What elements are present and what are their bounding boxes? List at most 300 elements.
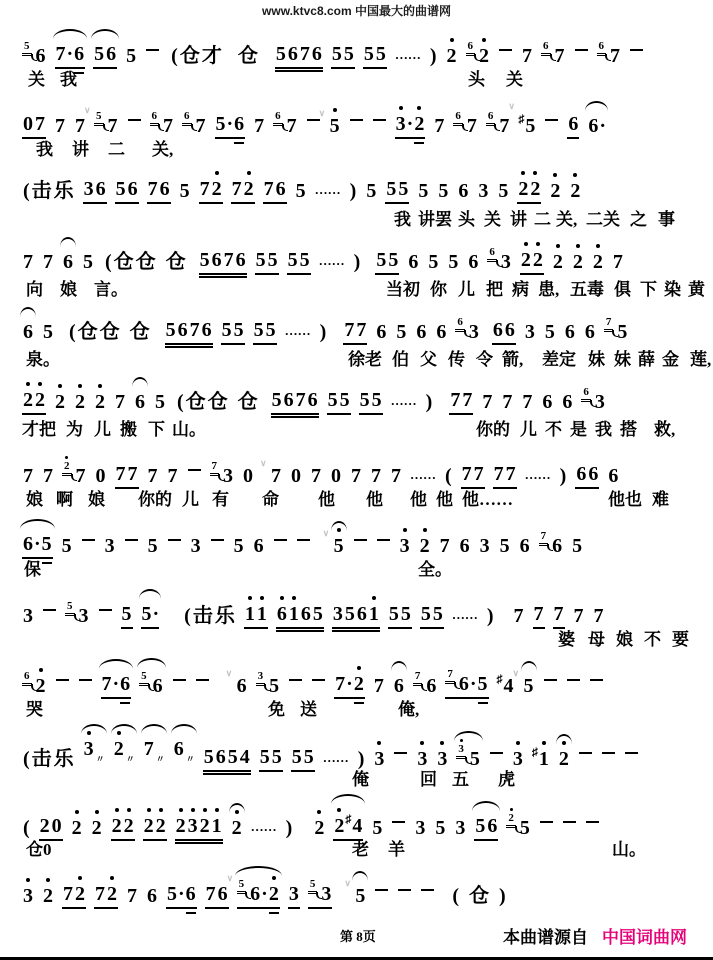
note-token: 0 7 [22, 112, 46, 139]
lyric: 儿 [520, 420, 537, 439]
note-token [397, 877, 412, 909]
note-token: 仓 [129, 321, 150, 343]
note-token: …… [318, 253, 345, 268]
tie-arc [20, 307, 36, 317]
grace-note: 5 [308, 879, 318, 894]
breath-mark: ∨ [84, 105, 91, 115]
note-token: 7 7 [493, 462, 517, 489]
note-token: 3 [23, 605, 33, 627]
note-token: 5 [372, 817, 383, 839]
note-token: 6 6 [492, 318, 516, 345]
lyric: 不 [644, 630, 661, 649]
note-token: 2 7 [62, 461, 87, 489]
grace-note: 2 [62, 461, 72, 476]
note-token: 3 6 [83, 177, 107, 204]
lyric: 言。 [94, 280, 128, 299]
tie-arc [81, 724, 107, 734]
note-token: 7 [23, 465, 33, 487]
lyric: 向 [26, 280, 43, 299]
breath-mark: ∨ [225, 668, 233, 678]
note-token: …… [284, 323, 311, 338]
grace-note: 7 [604, 317, 614, 332]
lyric: 回 [420, 770, 437, 789]
note-token: …… [322, 750, 349, 765]
notation-row [22, 387, 709, 415]
note-token: 7 [55, 115, 65, 137]
lyric: 二 [534, 210, 551, 229]
note-token: 5 5 [359, 388, 383, 415]
note-token: 7 [502, 391, 513, 413]
lyric: 关 [506, 70, 523, 89]
note-token: 3 [373, 747, 385, 772]
tie-arc [20, 519, 55, 529]
tie-arc [521, 661, 537, 671]
source-credit [503, 923, 687, 948]
note-token: 3 [436, 747, 448, 772]
note-token: 6 [253, 535, 264, 557]
source-label: 本曲谱源自 [503, 928, 588, 947]
lyrics-row [0, 345, 713, 367]
lyric: 仓0 [26, 840, 52, 859]
note-token: 2 [313, 816, 325, 841]
note-token: 5 [418, 180, 429, 202]
note-token: 7 6 [147, 177, 171, 204]
lyric: 薛 [638, 350, 655, 369]
note-token: ) [499, 885, 506, 907]
note-token: 7 [553, 602, 565, 629]
note-token: 7 [23, 251, 33, 273]
note-token: 6 3 [583, 386, 605, 413]
lyric: 箭, [502, 350, 524, 369]
note-token: ∨ 5 7 [94, 111, 119, 139]
lyric: 才把 [22, 420, 56, 439]
note-token: 仓 [237, 391, 258, 413]
note-token: 2 [446, 44, 458, 69]
lyric: 全。 [418, 560, 452, 579]
grace-note: 6 [150, 111, 160, 126]
grace-note: 7 [445, 669, 455, 684]
lyric: 儿 [94, 420, 111, 439]
tie-arc [139, 589, 162, 599]
note-token: 5 5 [255, 248, 279, 275]
site-watermark: www.ktvc8.com 中国最大的曲谱网 [262, 4, 451, 18]
note-token: 2 [91, 816, 103, 841]
note-token: 5 6 7 6 [271, 388, 319, 415]
note-token: 3 [22, 884, 34, 909]
lyric: 五 [452, 770, 469, 789]
note-token: 7 6 [205, 882, 229, 909]
lyrics-row [0, 555, 713, 577]
grace-note: 5 [139, 671, 149, 686]
breath-mark: ∨ [512, 668, 520, 678]
note-token: 7 7 [115, 462, 139, 489]
note-token: 5 5 [363, 42, 387, 69]
note-token: 7 [593, 605, 604, 627]
note-token: …… [390, 393, 417, 408]
tie-arc [99, 659, 134, 669]
note-token: 5 6 [474, 814, 498, 841]
lyrics-row [0, 135, 713, 157]
note-token: 5 [366, 180, 377, 202]
score-line [0, 230, 713, 300]
grace-note: 7 [210, 461, 220, 476]
note-token: ∨ ♯5 [518, 107, 536, 139]
note-token: …… [394, 47, 421, 62]
lyric: 金 [662, 350, 679, 369]
grace-note: 5 [65, 601, 75, 616]
note-token: 3 [512, 747, 524, 772]
lyric: 你 [430, 280, 447, 299]
note-token: 7 [167, 465, 178, 487]
note-token: ∨ 5 [354, 884, 366, 909]
note-token: 7·6 [101, 672, 132, 699]
note-token: 3 [190, 535, 201, 557]
lyric: 保 [24, 560, 41, 579]
grace-note: 6 [487, 247, 497, 262]
note-token: 5 5 [291, 745, 315, 772]
notation-row [22, 177, 709, 204]
note-token: 2 2 [111, 814, 135, 841]
grace-note: 6 [455, 317, 465, 332]
note-token: 仓 [165, 251, 186, 273]
note-token: 7 [147, 465, 158, 487]
grace-note: 3 [256, 671, 266, 686]
note-token: 仓 [469, 885, 490, 907]
note-token: 5 3 [308, 879, 333, 909]
lyric: 羊 [388, 840, 405, 859]
lyric: 哭 [26, 700, 43, 719]
note-token: 6 [134, 390, 146, 415]
tie-arc [111, 724, 137, 734]
note-token: ∨ 5 [329, 114, 341, 139]
note-token: 7 2 [231, 177, 255, 204]
note-token: 3 [415, 817, 426, 839]
grace-note: 6 [182, 111, 192, 126]
note-token: 5 [121, 602, 133, 629]
note-token: 7 [254, 115, 265, 137]
lyric: 救, [654, 420, 676, 439]
music-score [0, 20, 713, 930]
lyric: 二关 [586, 210, 620, 229]
lyric: 染 [664, 280, 681, 299]
note-token: 6 [458, 180, 469, 202]
score-line [0, 370, 713, 440]
lyric: 头 [468, 70, 485, 89]
note-token: 6 [608, 465, 619, 487]
lyric: 他…… [462, 490, 513, 509]
note-token: 6 [468, 251, 479, 273]
note-token: 2 2 [143, 814, 167, 841]
note-token: 2 3 2 1 [175, 814, 223, 841]
tie-arc [352, 871, 368, 881]
lyric: 关, [152, 140, 174, 159]
lyric: 事 [658, 210, 675, 229]
note-token: ( [445, 465, 452, 487]
note-token: 2 [71, 816, 83, 841]
note-token: 0 [291, 465, 301, 487]
note-token: 7 2 [94, 882, 118, 909]
note-token: 5 [179, 180, 190, 202]
grace-note: 6 [466, 41, 476, 56]
note-token: 5 [498, 180, 509, 202]
note-token: 5 5 [253, 318, 277, 345]
grace-note: 6 [273, 111, 283, 126]
tie-arc [472, 801, 500, 811]
note-token: 5 5 [385, 177, 409, 204]
lyric: 虎 [498, 770, 515, 789]
note-token: ) [349, 180, 357, 202]
lyrics-row [0, 625, 713, 647]
note-token: 3 [288, 882, 300, 909]
note-token: 7 [522, 45, 533, 67]
note-token: 7 [351, 465, 361, 487]
note-token: 7 7 [343, 318, 367, 345]
note-token: 2 [592, 250, 604, 275]
lyric: 讲 [72, 140, 89, 159]
note-token: 7·2 [334, 672, 365, 699]
lyrics-row [0, 275, 713, 297]
lyric: 送 [300, 700, 317, 719]
grace-note: 7 [539, 531, 549, 546]
lyric: 二 [108, 140, 125, 159]
note-token: 5 5 [221, 318, 245, 345]
note-token: 7·6 [55, 42, 86, 69]
note-token: ) [357, 748, 365, 770]
note-token: ∨ 6 [236, 674, 248, 699]
note-token: 2 [74, 390, 86, 415]
lyric: 不 [545, 420, 562, 439]
lyric: 有 [212, 490, 229, 509]
note-token: 5 6 [139, 671, 164, 699]
lyric: 俺, [398, 700, 420, 719]
note-token: 2 5 [506, 813, 531, 841]
score-line [0, 20, 713, 90]
note-token: 6·5 [22, 532, 53, 559]
score-line [0, 790, 713, 860]
lyric: 搭 [620, 420, 637, 439]
lyric: 差定 [542, 350, 576, 369]
breath-mark: ∨ [322, 528, 330, 538]
note-token: 6 [147, 885, 157, 907]
note-token: 7 [75, 115, 85, 137]
lyric: 关, [556, 210, 578, 229]
lyric: 关 [484, 210, 501, 229]
lyric: 婆 [558, 630, 575, 649]
lyric: 难 [652, 490, 669, 509]
lyric: 搬 [120, 420, 137, 439]
note-token: ( 击 乐 [23, 748, 74, 770]
note-token: 7 [311, 465, 321, 487]
note-token: 7 [43, 465, 53, 487]
lyric: 娘 [88, 490, 105, 509]
score-line [0, 580, 713, 650]
note-token: 3 [479, 535, 490, 557]
lyric: 黄 [688, 280, 705, 299]
lyric: 妹 [614, 350, 631, 369]
note-token: 7 [482, 391, 493, 413]
tie-arc [171, 724, 197, 734]
lyric: 他 [410, 490, 427, 509]
lyrics-row [0, 205, 713, 227]
note-token: 5 [155, 391, 165, 413]
breath-mark: ∨ [226, 873, 234, 883]
breath-mark: ∨ [260, 458, 267, 468]
note-token: ) [319, 321, 327, 343]
note-token: 2 [549, 179, 561, 204]
lyric: 娘 [616, 630, 633, 649]
note-token: 5 [147, 535, 158, 557]
note-token: 7 6 [540, 530, 563, 557]
note-token: 3 [416, 747, 428, 772]
note-token: ∨ 7 [270, 464, 282, 489]
lyric: 传 [448, 350, 465, 369]
note-token: 7 [373, 675, 384, 697]
note-token: ∨ 5 [523, 674, 535, 699]
tie-arc [454, 731, 483, 741]
note-token: 5 [396, 321, 407, 343]
note-token: 6 [408, 251, 419, 273]
note-token: 2 [94, 390, 106, 415]
note-token: 1 1 [244, 602, 268, 629]
note-token: 5·6 [166, 882, 197, 909]
lyric: 把 [486, 280, 503, 299]
notation-row [22, 317, 709, 345]
note-token: 7 [391, 465, 401, 487]
note-token: 3 ·2 [395, 112, 426, 139]
note-token: 5 [295, 180, 306, 202]
note-token: 5 [448, 251, 459, 273]
note-token: 6 [567, 112, 579, 139]
note-token: 6 [436, 321, 447, 343]
note-token: 5 [233, 535, 244, 557]
note-token: 7 2 [199, 177, 223, 204]
note-token: ( 仓 仓 [69, 321, 120, 343]
note-token: 5 [83, 251, 93, 273]
lyric: 是 [570, 420, 587, 439]
note-token: 6 2 [467, 40, 490, 67]
note-token: 6 7 [275, 110, 297, 137]
note-token: ) [486, 605, 494, 627]
note-token: 5 6 [115, 177, 139, 204]
note-token: 5 5 [375, 248, 399, 275]
note-token: ( 击 乐 [23, 180, 74, 202]
note-token: 6 3 [489, 246, 511, 273]
note-token: 2 2 [520, 248, 544, 275]
note-token: 6 [393, 674, 405, 699]
lyric: 之 [630, 210, 647, 229]
note-token: 6 6 [575, 462, 599, 489]
lyric: 关 [28, 70, 45, 89]
note-token: 2 [572, 250, 584, 275]
lyrics-row [0, 65, 713, 87]
lyric: 娘 [26, 490, 43, 509]
note-token: 2 [42, 884, 54, 909]
note-token: ) [425, 391, 433, 413]
grace-note: 6 [22, 671, 32, 686]
score-line [0, 860, 713, 930]
lyric: 儿 [458, 280, 475, 299]
breath-mark: ∨ [344, 878, 351, 888]
lyric: 要 [672, 630, 689, 649]
note-token: 6 [584, 321, 595, 343]
note-token: 6 [564, 321, 575, 343]
score-line [0, 510, 713, 580]
lyrics-row [0, 835, 713, 857]
note-token: 2 0 [39, 814, 63, 841]
note-token: ( [452, 885, 460, 907]
grace-note: 2 [506, 813, 516, 828]
lyric: 我 [595, 420, 612, 439]
note-token: ) [429, 45, 437, 67]
note-token: 6 [376, 321, 387, 343]
lyrics-row [0, 485, 713, 507]
breath-mark: ∨ [318, 108, 326, 118]
lyric: 讲 [510, 210, 527, 229]
lyric: 我 [394, 210, 411, 229]
grace-note: 6 [597, 41, 607, 56]
note-token: 7 [573, 605, 584, 627]
note-token: 2 [569, 179, 581, 204]
grace-note: 6 [453, 111, 463, 126]
note-token: ( 击 乐 [184, 605, 235, 627]
note-token: 7 [434, 115, 445, 137]
note-token: 3 [478, 180, 489, 202]
lyric: 免 [268, 700, 285, 719]
lyric: 父 [420, 350, 437, 369]
lyric: 头 [458, 210, 475, 229]
note-token: 7 2 [62, 882, 86, 909]
note-token: 5 5 [287, 248, 311, 275]
tie-arc [53, 29, 88, 39]
lyric: 我 [60, 70, 77, 89]
note-token: …… [250, 819, 277, 834]
note-token: ( [23, 817, 30, 839]
note-token: 2 [54, 390, 66, 415]
note-token: …… [451, 607, 478, 622]
note-token: ∨ 5 6·2 [237, 879, 280, 909]
lyric: 你的 [138, 490, 172, 509]
lyric: 山。 [172, 420, 206, 439]
note-token: ( 仓 仓 [177, 391, 228, 413]
source-site-link[interactable]: 中国词曲网 [602, 928, 687, 947]
grace-note: 7 [413, 671, 423, 686]
note-token: ♯1 [532, 740, 550, 772]
lyrics-row [0, 765, 713, 787]
tie-arc [91, 29, 119, 39]
note-token: 7 [43, 251, 53, 273]
lyric: 他 [436, 490, 453, 509]
note-token: 5 5 [259, 745, 283, 772]
note-token: 6 7 [487, 110, 510, 137]
note-token: 5 6 7 6 [199, 248, 247, 275]
lyric: 泉。 [26, 350, 60, 369]
note-token: 6 [562, 391, 573, 413]
lyrics-row [0, 695, 713, 717]
note-token: 0 [95, 465, 106, 487]
note-token: 5 6 7 6 [275, 42, 323, 69]
tie-arc [331, 794, 365, 804]
lyric: 五毒 [570, 280, 604, 299]
note-token: 5 [438, 180, 449, 202]
note-token: 5 [572, 535, 583, 557]
note-token: 2 [558, 747, 570, 772]
note-token: 2 $_〃$ [113, 737, 135, 772]
note-token: …… [524, 467, 551, 482]
note-token: 3 [524, 321, 535, 343]
grace-note: 5 [22, 41, 32, 56]
note-token: 6 [22, 320, 34, 345]
score-line [0, 440, 713, 510]
